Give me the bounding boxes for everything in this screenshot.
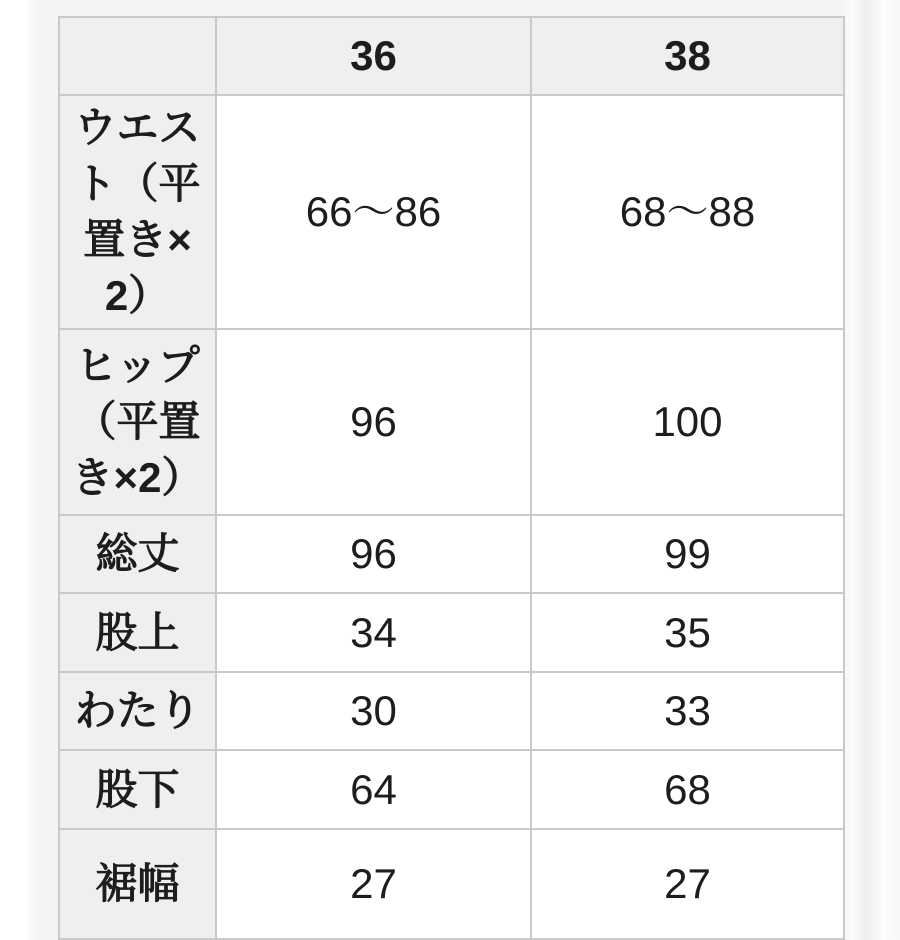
row-label-rise: 股上 xyxy=(59,593,216,672)
table-row-hip xyxy=(59,329,844,515)
size-value: 35 xyxy=(531,593,844,672)
size-value: 27 xyxy=(531,829,844,939)
row-label-inseam: 股下 xyxy=(59,750,216,829)
row-label-waist: ウエスト（平置き×2） xyxy=(59,95,216,329)
size-chart-table xyxy=(58,16,845,940)
row-label-total-length: 総丈 xyxy=(59,515,216,593)
size-value: 64 xyxy=(216,750,531,829)
size-value: 68〜88 xyxy=(531,95,844,329)
size-value: 96 xyxy=(216,329,531,515)
size-value: 68 xyxy=(531,750,844,829)
table-row-hem-width xyxy=(59,829,844,939)
row-label-thigh-width: わたり xyxy=(59,672,216,750)
size-value: 99 xyxy=(531,515,844,593)
size-value: 33 xyxy=(531,672,844,750)
table-row-thigh-width xyxy=(59,672,844,750)
column-header-size-38: 38 xyxy=(531,17,844,95)
table-row-waist xyxy=(59,95,844,329)
row-label-hem-width: 裾幅 xyxy=(59,829,216,939)
size-value: 100 xyxy=(531,329,844,515)
column-header-size-36: 36 xyxy=(216,17,531,95)
size-value: 34 xyxy=(216,593,531,672)
size-value: 30 xyxy=(216,672,531,750)
table-row-total-length xyxy=(59,515,844,593)
table-header-row xyxy=(59,17,844,95)
size-value: 66〜86 xyxy=(216,95,531,329)
size-value: 96 xyxy=(216,515,531,593)
row-label-hip: ヒップ（平置き×2） xyxy=(59,329,216,515)
size-value: 27 xyxy=(216,829,531,939)
table-row-inseam xyxy=(59,750,844,829)
corner-cell xyxy=(59,17,216,95)
table-row-rise xyxy=(59,593,844,672)
